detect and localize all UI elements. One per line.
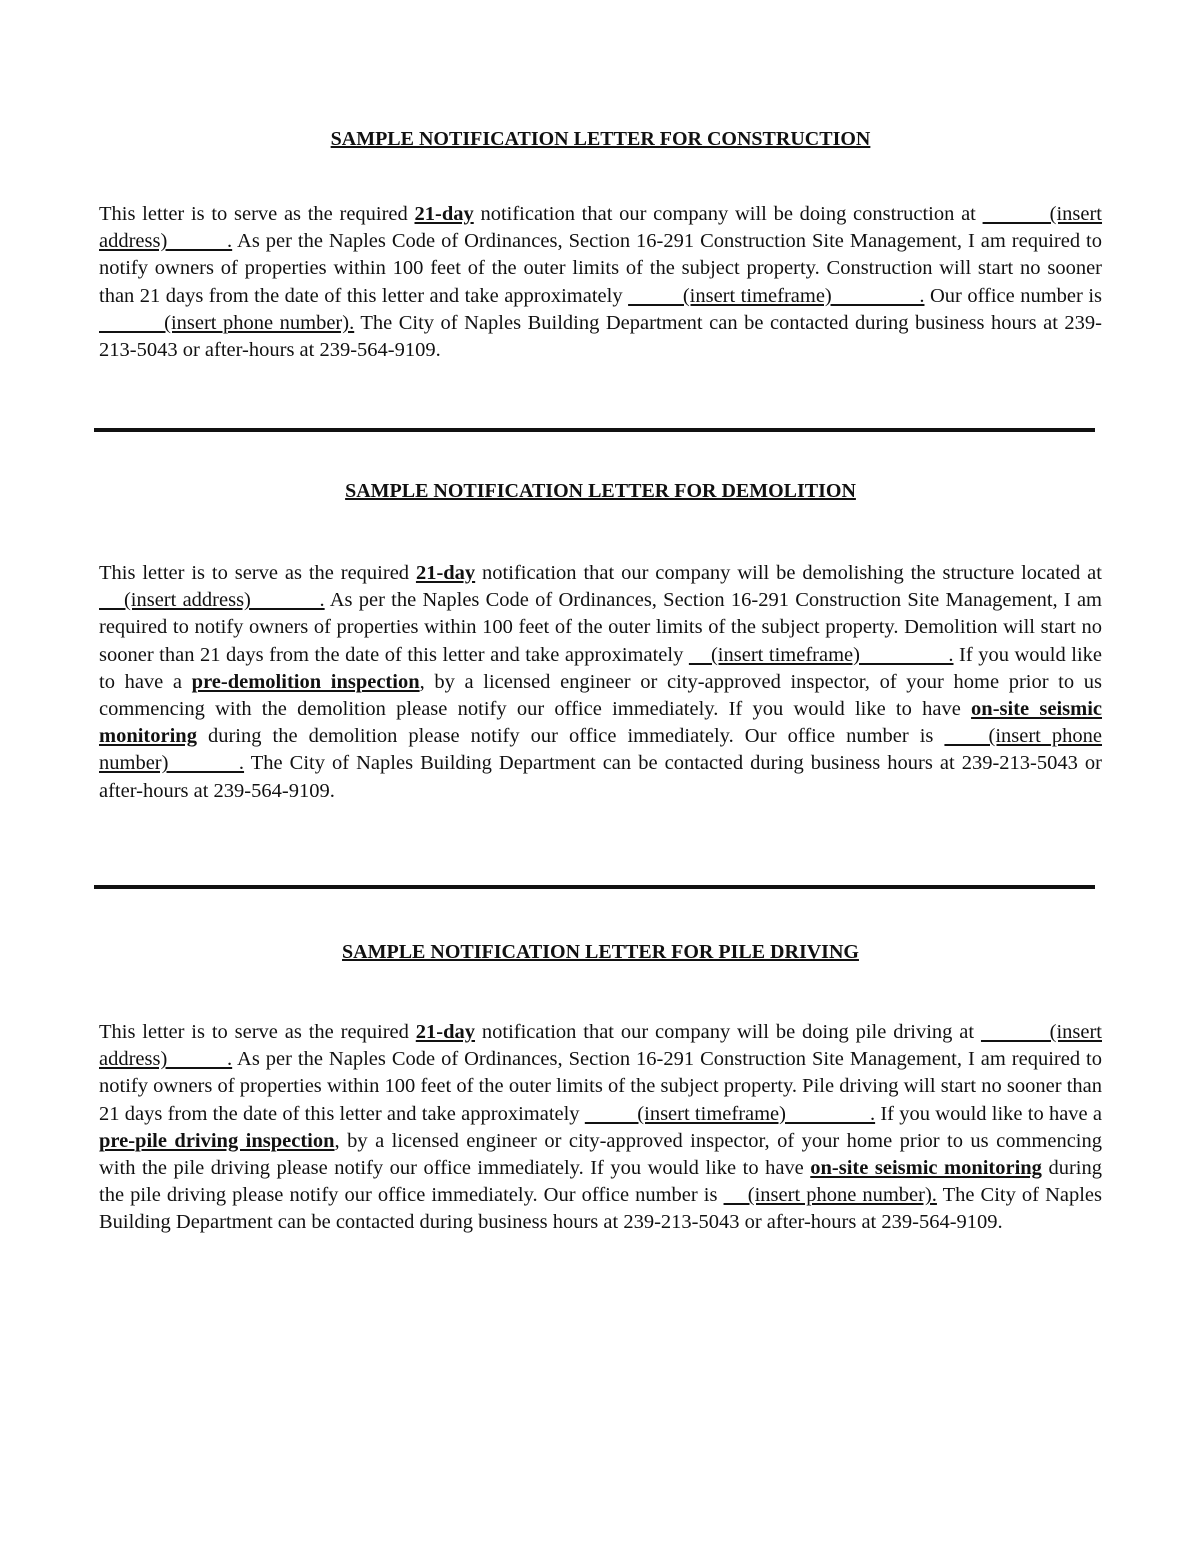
timeframe-blank: (insert timeframe) . <box>628 284 925 307</box>
body-text: during the demolition please notify our office immediately. Our office number is <box>196 725 945 748</box>
pre-inspection-term: pre-pile driving inspection <box>99 1129 335 1152</box>
seismic-monitoring-term: on-site seismic monitoring <box>810 1157 1042 1180</box>
phone-blank: (insert phone number). <box>99 311 355 334</box>
timeframe-blank: (insert timeframe) . <box>688 643 954 666</box>
seismic-monitoring-term: on-site seismic monitoring <box>99 698 1102 748</box>
body-text: during the pile driving please notify our office immediately. Our office number is <box>99 1157 1102 1207</box>
demolition-letter-body <box>99 560 1102 805</box>
construction-letter-title: SAMPLE NOTIFICATION LETTER FOR CONSTRUCTION <box>330 128 871 150</box>
notice-period: 21-day <box>415 1021 476 1043</box>
body-text: Our office number is <box>924 284 1102 307</box>
address-blank: (insert address) . <box>99 1021 1102 1071</box>
body-text: , by a licensed engineer or city-approved inspector, of your home prior to us commencing with the demolition please notify our office immediately. If you would like to have <box>99 670 1102 721</box>
demolition-letter-title: SAMPLE NOTIFICATION LETTER FOR DEMOLITION <box>345 480 856 502</box>
address-blank: (insert address) . <box>99 203 1103 253</box>
body-text: As per the Naples Code of Ordinances, Section 16-291 Construction Site Management, I am required to notify owners of properties within 100 feet of the outer limits of the subject property. Construction will start no sooner than 21 days from the date of this letter and take approximately <box>99 230 1102 307</box>
construction-letter-body <box>99 201 1102 364</box>
pile-driving-letter-title: SAMPLE NOTIFICATION LETTER FOR PILE DRIVING <box>342 941 859 963</box>
section-divider <box>94 428 1095 432</box>
construction-letter-section <box>99 128 1102 364</box>
notice-period: 21-day <box>414 203 474 225</box>
pile-driving-letter-body <box>99 1019 1102 1237</box>
body-text: The City of Naples Building Department can be contacted during business hours at 239-213-5043 or after-hours at 239-564-9109. <box>99 752 1102 802</box>
pre-inspection-term: pre-demolition inspection <box>191 670 420 693</box>
body-text: As per the Naples Code of Ordinances, Section 16-291 Construction Site Management, I am required to notify owners of properties within 100 feet of the outer limits of the subject property. Demolition will start no sooner than 21 days from the date of this letter and take approximately <box>99 589 1102 666</box>
notice-period: 21-day <box>415 562 476 584</box>
body-text: The City of Naples Building Department can be contacted during business hours at 239-213-5043 or after-hours at 239-564-9109. <box>99 311 1102 362</box>
body-text: This letter is to serve as the required <box>99 562 416 584</box>
body-text: The City of Naples Building Department can be contacted during business hours at 239-213-5043 or after-hours at 239-564-9109. <box>99 1184 1102 1234</box>
body-text: If you would like to have a <box>875 1102 1102 1125</box>
body-text: notification that our company will be doing construction at <box>473 203 983 225</box>
body-text: If you would like to have a <box>99 643 1103 693</box>
body-text: This letter is to serve as the required <box>99 203 415 225</box>
timeframe-blank: (insert timeframe) . <box>584 1102 876 1125</box>
demolition-letter-section <box>99 480 1102 805</box>
address-blank: (insert address) . <box>99 589 325 612</box>
body-text: notification that our company will be demolishing the structure located at <box>475 562 1102 584</box>
phone-blank: (insert phone number) . <box>99 725 1102 775</box>
pile-driving-letter-section <box>99 941 1102 1237</box>
body-text: , by a licensed engineer or city-approved inspector, of your home prior to us commencing with the pile driving please notify our office immediately. If you would like to have <box>99 1129 1102 1180</box>
body-text: This letter is to serve as the required <box>99 1021 416 1043</box>
body-text: As per the Naples Code of Ordinances, Section 16-291 Construction Site Management, I am required to notify owners of properties within 100 feet of the outer limits of the subject property. Pile driving will start no sooner than 21 days from the date of this letter and take approximately <box>99 1048 1102 1125</box>
phone-blank: (insert phone number). <box>723 1184 937 1207</box>
body-text: notification that our company will be doing pile driving at <box>475 1021 981 1043</box>
section-divider <box>94 885 1095 889</box>
